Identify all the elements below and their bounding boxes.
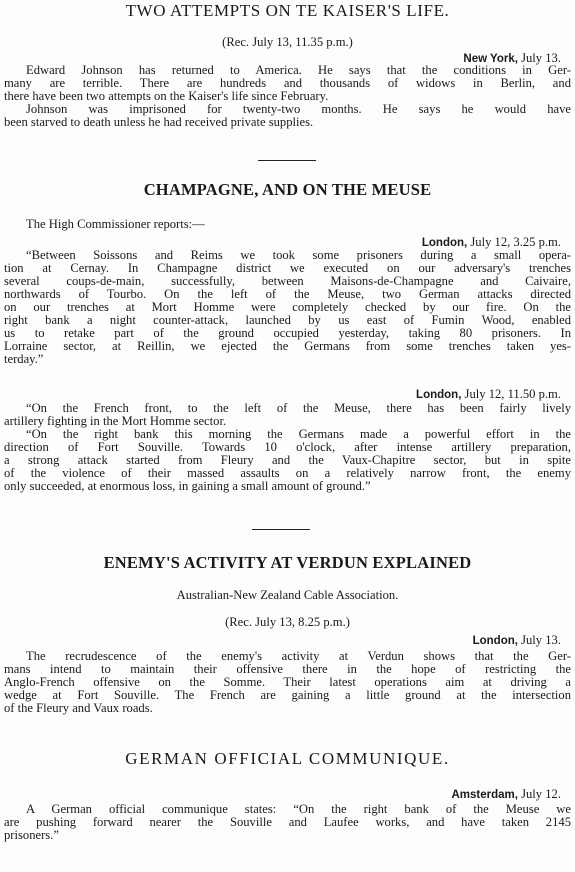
paragraph-line: Lorraine sector, at Reillin, we ejected the Germans from some trenches taken yes-	[4, 340, 571, 353]
headline-champagne: CHAMPAGNE, AND ON THE MEUSE	[143, 180, 432, 199]
headline-communique: GERMAN OFFICIAL COMMUNIQUE.	[125, 749, 450, 768]
paragraph-line: there have been two attempts on the Kaiser's life since February.	[4, 90, 329, 103]
paragraph-line: “On the right bank this morning the Germans made a powerful effort in the	[26, 428, 571, 441]
paragraph-line: of the Fleury and Vaux roads.	[4, 702, 153, 715]
dateline-place: New York,	[463, 53, 518, 65]
paragraph-line: several coups-de-main, successfully, between Maisons-de-Champagne and Caivaire,	[4, 275, 571, 288]
paragraph-line: terday.”	[4, 353, 44, 366]
paragraph-line: are pushing forward nearer the Souville and Laufee works, and have taken 2145	[4, 816, 571, 829]
paragraph-line: A German official communique states: “On the right bank of the Meuse we	[26, 803, 571, 816]
received-line-verdun: (Rec. July 13, 8.25 p.m.)	[225, 615, 350, 629]
paragraph-line: Anglo-French offensive on the Somme. Their latest operations aim at driving a	[4, 676, 571, 689]
headline-kaiser: TWO ATTEMPTS ON TE KAISER'S LIFE.	[125, 1, 450, 20]
dateline-date: July 13.	[521, 633, 561, 647]
paragraph-line: direction of Fort Souville. Towards 10 o'clock, after intense artillery preparation,	[4, 441, 571, 454]
dateline-communique	[451, 787, 561, 802]
paragraph-line: wedge at Fort Souville. The French are gaining a little ground at the intersection	[4, 689, 571, 702]
dateline-place: Amsterdam,	[451, 789, 518, 801]
dateline-place: London,	[472, 635, 518, 647]
dateline-date: July 12, 3.25 p.m.	[470, 235, 561, 249]
paragraph-line: The recrudescence of the enemy's activity at Verdun shows that the Ger-	[26, 650, 571, 663]
paragraph-line: “On the French front, to the left of the Meuse, there has been fairly lively	[26, 402, 571, 415]
intro-line: The High Commissioner reports:—	[26, 218, 205, 231]
paragraph-line: tion at Cernay. In Champagne district we executed on our adversary's trenches	[4, 262, 571, 275]
dateline-place: London,	[416, 389, 462, 401]
paragraph-line: been starved to death unless he had received private supplies.	[4, 116, 314, 129]
paragraph-line: artillery fighting in the Mort Homme sector.	[4, 415, 227, 428]
dateline-place: London,	[421, 237, 468, 249]
section-divider	[252, 529, 310, 530]
section-divider	[258, 160, 316, 161]
dateline-champagne-1	[422, 235, 561, 250]
agency-line: Australian-New Zealand Cable Association.	[176, 588, 399, 602]
headline-verdun: ENEMY'S ACTIVITY AT VERDUN EXPLAINED	[103, 553, 472, 572]
paragraph-line: northwards of Tourbo. On the left of the Meuse, two German attacks directed	[4, 288, 571, 301]
dateline-date: July 13.	[521, 51, 561, 65]
paragraph-line: prisoners.”	[4, 829, 59, 842]
paragraph-line: many are terrible. There are hundreds and thousands of widows in Berlin, and	[4, 77, 571, 90]
dateline-date: July 12, 11.50 p.m.	[464, 387, 561, 401]
paragraph-line: Edward Johnson has returned to America. He says that the conditions in Ger-	[26, 64, 571, 77]
dateline-verdun	[473, 633, 561, 648]
paragraph-line: right bank a night counter-attack, launched by us east of Fumin Wood, enabled	[4, 314, 571, 327]
dateline-date: July 12.	[521, 787, 561, 801]
dateline-champagne-2	[416, 387, 561, 402]
paragraph-line: mans intend to maintain their offensive there in the hope of restricting the	[4, 663, 571, 676]
received-line-kaiser: (Rec. July 13, 11.35 p.m.)	[222, 35, 353, 49]
paragraph-line: a strong attack started from Fleury and the Vaux-Chapitre sector, but in spite	[4, 454, 571, 467]
paragraph-line: us to retake part of the ground occupied yesterday, taking 80 prisoners. In	[4, 327, 571, 340]
paragraph-line: only succeeded, at enormous loss, in gaining a small amount of ground.”	[4, 480, 371, 493]
paragraph-line: on our trenches at Mort Homme were completely checked by our fire. On the	[4, 301, 571, 314]
paragraph-line: “Between Soissons and Reims we took some prisoners during a small opera-	[26, 249, 571, 262]
paragraph-line: Johnson was imprisoned for twenty-two months. He says he would have	[26, 103, 571, 116]
paragraph-line: of the violence of their massed assaults on a relatively narrow front, the enemy	[4, 467, 571, 480]
